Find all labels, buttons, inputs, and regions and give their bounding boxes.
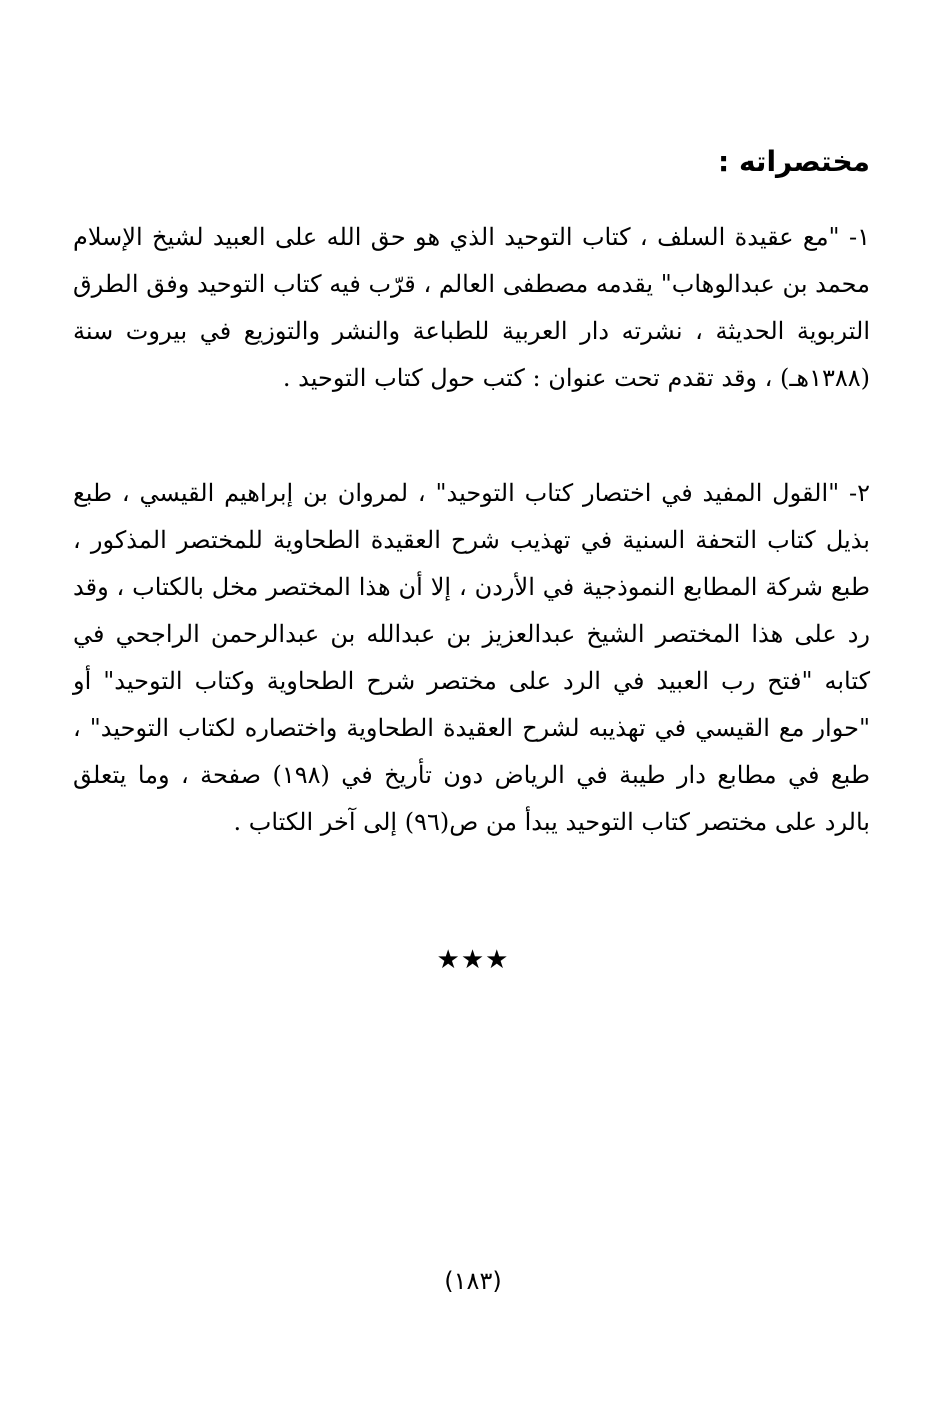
section-heading: مختصراته : bbox=[718, 145, 870, 178]
paragraph-1: ١- "مع عقيدة السلف ، كتاب التوحيد الذي هو حق الله على العبيد لشيخ الإسلام محمد بن عبدالوهاب" يقدمه مصطفى العالم ، قرّب فيه كتاب التوحيد وفق الطرق التربوية الحديثة ، نشرته دار العربية للطباعة والنشر والتوزيع في بيروت سنة (١٣٨٨هـ) ، وقد تقدم تحت عنوان : كتب حول كتاب التوحيد . bbox=[73, 223, 870, 392]
section-separator: ★★★ bbox=[436, 945, 510, 975]
page-number: (١٨٣) bbox=[444, 1267, 502, 1295]
paragraph-2: ٢- "القول المفيد في اختصار كتاب التوحيد" ، لمروان بن إبراهيم القيسي ، طبع بذيل كتاب التحفة السنية في تهذيب شرح العقيدة الطحاوية للمختصر المذكور ، طبع شركة المطابع النموذجية في الأردن ، إلا أن هذا المختصر مخل بالكتاب ، وقد رد على هذا المختصر الشيخ عبدالعزيز بن عبدالله بن عبدالرحمن الراجحي في كتابه "فتح رب العبيد في الرد على مختصر شرح الطحاوية وكتاب التوحيد" أو "حوار مع القيسي في تهذيبه لشرح العقيدة الطحاوية واختصاره لكتاب التوحيد" ، طبع في مطابع دار طيبة في الرياض دون تأريخ في (١٩٨) صفحة ، وما يتعلق بالرد على مختصر كتاب التوحيد يبدأ من ص(٩٦) إلى آخر الكتاب . bbox=[73, 479, 870, 836]
